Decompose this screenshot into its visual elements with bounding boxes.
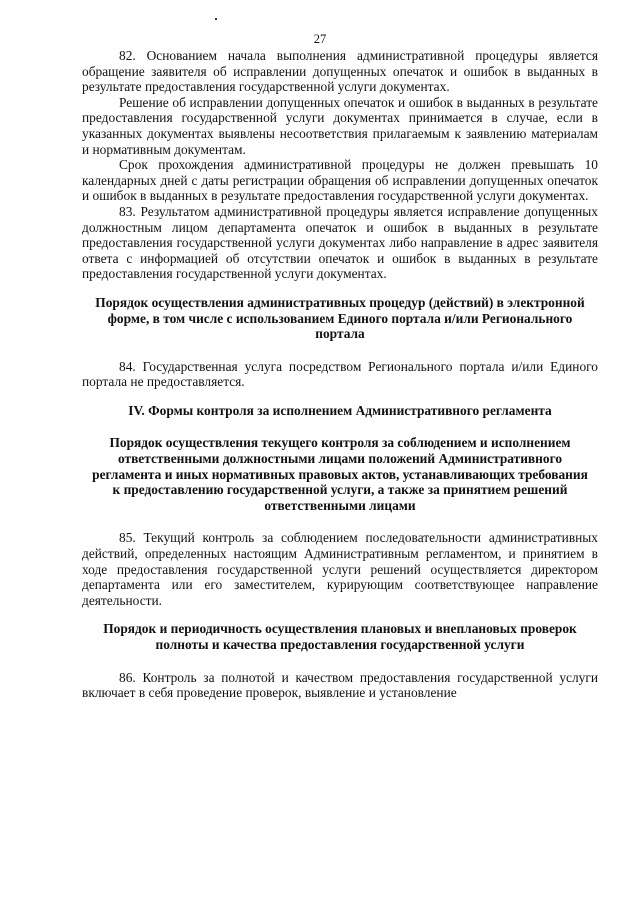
document-body <box>82 48 598 701</box>
heading-inspections: Порядок и периодичность осуществления плановых и внеплановых проверок полноты и качества предоставления государственной услуги <box>103 621 577 652</box>
scan-speck <box>215 18 217 20</box>
heading-current-control: Порядок осуществления текущего контроля за соблюдением и исполнением ответственными должностными лицами положений Административного регламента и иных нормативных правовых актов, устанавливающих требования к предоставлению государственной услуги, а также за принятием решений ответственными лицами <box>92 435 588 513</box>
paragraph-84: 84. Государственная услуга посредством Регионального портала и/или Единого портала не предоставляется. <box>82 358 598 390</box>
paragraph-85: 85. Текущий контроль за соблюдением последовательности административных действий, определенных настоящим Административным регламентом, и принятием в ходе предоставления государственной услуги решений осуществляется директором департамента или его заместителем, курирующим соответствующее направление деятельности. <box>82 530 598 608</box>
paragraph-82-decision: Решение об исправлении допущенных опечаток и ошибок в выданных в результате предоставления государственной услуги документах принимается в случае, если в указанных документах выявлены несоответствия прилагаемым к заявлению материалам и нормативным документам. <box>82 94 598 157</box>
paragraph-86: 86. Контроль за полнотой и качеством предоставления государственной услуги включает в себя проведение проверок, выявление и установление <box>82 669 598 701</box>
heading-section-iv: IV. Формы контроля за исполнением Административного регламента <box>128 402 552 418</box>
page-number: 27 <box>313 32 327 46</box>
paragraph-83: 83. Результатом административной процедуры является исправление допущенных должностным лицом департамента опечаток и ошибок в выданных в результате предоставления государственной услуги документах либо направление в адрес заявителя ответа с информацией об отсутствии опечаток и ошибок в выданных в результате предоставления государственной услуги документах. <box>82 203 598 282</box>
heading-electronic-procedures: Порядок осуществления административных процедур (действий) в электронной форме, в том числе с использованием Единого портала и/или Регионального портала <box>95 294 585 342</box>
paragraph-82-term: Срок прохождения административной процедуры не должен превышать 10 календарных дней с даты регистрации обращения об исправлении допущенных опечаток и ошибок в выданных в результате предоставления государственной услуги документах. <box>82 157 598 204</box>
paragraph-82-basis: 82. Основанием начала выполнения административной процедуры является обращение заявителя об исправлении допущенных опечаток и ошибок в выданных в результате предоставления государственной услуги документах. <box>82 48 598 95</box>
